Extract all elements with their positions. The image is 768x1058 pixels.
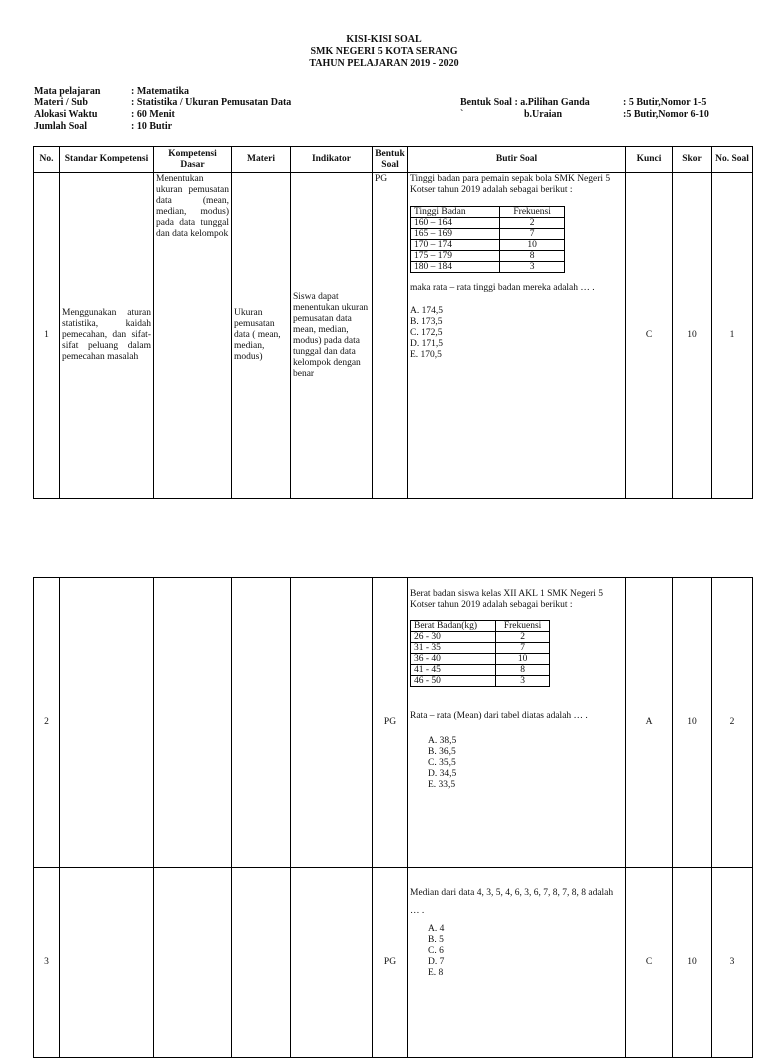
option-item: B. 173,5 <box>410 317 443 327</box>
option-item: C. 35,5 <box>428 758 456 768</box>
table-row <box>34 173 753 499</box>
table-row <box>411 676 550 687</box>
row3-butir-soal <box>408 868 626 1058</box>
row1-col-head-frekuensi: Frekuensi <box>500 207 565 218</box>
row2-class: 46 - 50 <box>411 676 496 687</box>
table-row <box>411 632 550 643</box>
row2-question: Berat badan siswa kelas XII AKL 1 SMK Negeri 5 Kotser tahun 2019 adalah sebagai berikut : <box>410 589 604 610</box>
row2-prompt: Rata – rata (Mean) dari tabel diatas adalah … . <box>410 711 588 721</box>
row2-class: 31 - 35 <box>411 643 496 654</box>
row2-no-soal: 2 <box>712 578 753 868</box>
header-bentuk-soal: Bentuk Soal <box>373 147 408 173</box>
row1-frequency-table <box>410 206 565 273</box>
option-item: A. 4 <box>428 924 445 934</box>
option-item: C. 6 <box>428 946 444 956</box>
table-row <box>411 262 565 273</box>
header-indikator: Indikator <box>291 147 373 173</box>
row1-no-soal: 1 <box>712 173 753 499</box>
row1-class: 160 – 164 <box>411 218 500 229</box>
row2-class: 36 - 40 <box>411 654 496 665</box>
bentuk-mark: ` <box>460 109 464 120</box>
row1-standar-kompetensi: Menggunakan aturan statistika, kaidah pemecahan, dan sifat-sifat peluang dalam pemecahan masalah <box>60 173 154 499</box>
table-row <box>411 251 565 262</box>
row2-freq: 10 <box>496 654 550 665</box>
option-item: B. 5 <box>428 935 444 945</box>
header-kunci: Kunci <box>626 147 673 173</box>
bentuk-soal-label: Bentuk Soal : a.Pilihan Ganda <box>460 97 590 108</box>
row1-skor: 10 <box>673 173 712 499</box>
row2-materi <box>232 578 291 868</box>
row1-freq: 2 <box>500 218 565 229</box>
row2-skor: 10 <box>673 578 712 868</box>
row2-col-head-frekuensi: Frekuensi <box>496 621 550 632</box>
doc-title-line2: SMK NEGERI 5 KOTA SERANG <box>310 46 458 57</box>
table-row <box>411 240 565 251</box>
row1-freq: 8 <box>500 251 565 262</box>
bentuk-b-value: :5 Butir,Nomor 6-10 <box>623 109 709 120</box>
row2-freq: 3 <box>496 676 550 687</box>
row2-no: 2 <box>34 578 60 868</box>
row1-freq: 10 <box>500 240 565 251</box>
row2-freq: 7 <box>496 643 550 654</box>
table-row <box>34 578 753 868</box>
doc-title-line3: TAHUN PELAJARAN 2019 - 2020 <box>309 58 459 69</box>
option-item: E. 8 <box>428 968 444 978</box>
header-kompetensi-dasar: Kompetensi Dasar <box>154 147 232 173</box>
option-item: E. 33,5 <box>428 780 456 790</box>
kisi-table-page1 <box>33 146 753 499</box>
row2-class: 26 - 30 <box>411 632 496 643</box>
row2-butir-soal <box>408 578 626 868</box>
kisi-table-page2 <box>33 577 753 1058</box>
option-item: D. 34,5 <box>428 769 457 779</box>
row1-kompetensi-dasar: Menentukan ukuran pemusatan data (mean, median, modus) pada data tunggal dan data kelompok <box>154 173 232 499</box>
row1-freq: 7 <box>500 229 565 240</box>
row2-kunci: A <box>626 578 673 868</box>
row1-butir-soal <box>408 173 626 499</box>
row1-indikator: Siswa dapat menentukan ukuran pemusatan data mean, median, modus) pada data tunggal dan data kelompok dengan benar <box>291 173 373 499</box>
row2-class: 41 - 45 <box>411 665 496 676</box>
row3-standar-kompetensi <box>60 868 154 1058</box>
header-materi: Materi <box>232 147 291 173</box>
mapel-value: : Matematika <box>131 86 190 97</box>
row1-bentuk-soal: PG <box>373 173 408 499</box>
row1-materi: Ukuran pemusatan data ( mean, median, modus) <box>232 173 291 499</box>
row3-materi <box>232 868 291 1058</box>
option-item: D. 7 <box>428 957 445 967</box>
bentuk-a-value: : 5 Butir,Nomor 1-5 <box>623 97 707 108</box>
row2-freq: 2 <box>496 632 550 643</box>
row2-options <box>410 736 623 791</box>
jumlah-label: Jumlah Soal <box>34 121 88 132</box>
row3-no-soal: 3 <box>712 868 753 1058</box>
bentuk-b-label: b.Uraian <box>524 109 563 120</box>
header-skor: Skor <box>673 147 712 173</box>
mapel-label: Mata pelajaran <box>34 86 101 97</box>
table-row <box>411 654 550 665</box>
row1-kunci: C <box>626 173 673 499</box>
row3-options <box>410 924 623 979</box>
row2-freq: 8 <box>496 665 550 676</box>
row3-bentuk-soal: PG <box>373 868 408 1058</box>
row1-class: 170 – 174 <box>411 240 500 251</box>
jumlah-value: : 10 Butir <box>131 121 173 132</box>
option-item: A. 174,5 <box>410 306 443 316</box>
row3-skor: 10 <box>673 868 712 1058</box>
row2-indikator <box>291 578 373 868</box>
table-row <box>411 229 565 240</box>
row1-class: 165 – 169 <box>411 229 500 240</box>
option-item: B. 36,5 <box>428 747 456 757</box>
header-no-soal: No. Soal <box>712 147 753 173</box>
row1-class: 175 – 179 <box>411 251 500 262</box>
row2-bentuk-soal: PG <box>373 578 408 868</box>
row1-freq: 3 <box>500 262 565 273</box>
table-row <box>34 868 753 1058</box>
row1-no: 1 <box>34 173 60 499</box>
row2-kompetensi-dasar <box>154 578 232 868</box>
row3-no: 3 <box>34 868 60 1058</box>
row2-col-head-berat: Berat Badan(kg) <box>411 621 496 632</box>
doc-title-line1: KISI-KISI SOAL <box>346 34 422 45</box>
row3-kompetensi-dasar <box>154 868 232 1058</box>
row1-prompt: maka rata – rata tinggi badan mereka adalah … . <box>410 283 595 293</box>
materi-label: Materi / Sub <box>34 97 88 108</box>
alokasi-label: Alokasi Waktu <box>34 109 98 120</box>
header-standar-kompetensi: Standar Kompetensi <box>60 147 154 173</box>
table-row <box>411 643 550 654</box>
materi-value: : Statistika / Ukuran Pemusatan Data <box>131 97 292 108</box>
header-no: No. <box>34 147 60 173</box>
row3-kunci: C <box>626 868 673 1058</box>
row2-standar-kompetensi <box>60 578 154 868</box>
row3-indikator <box>291 868 373 1058</box>
row1-question: Tinggi badan para pemain sepak bola SMK Negeri 5 Kotser tahun 2019 adalah sebagai berikut : <box>410 174 611 195</box>
option-item: D. 171,5 <box>410 339 443 349</box>
option-item: C. 172,5 <box>410 328 443 338</box>
option-item: A. 38,5 <box>428 736 457 746</box>
table-row <box>411 218 565 229</box>
row2-frequency-table <box>410 620 550 687</box>
header-butir-soal: Butir Soal <box>408 147 626 173</box>
option-item: E. 170,5 <box>410 350 442 360</box>
alokasi-value: : 60 Menit <box>131 109 175 120</box>
row1-col-head-tinggi: Tinggi Badan <box>411 207 500 218</box>
row1-options <box>410 306 623 361</box>
table-row <box>411 665 550 676</box>
row3-question: Median dari data 4, 3, 5, 4, 6, 3, 6, 7, 8, 7, 8, 8 adalah … . <box>410 888 614 916</box>
row1-class: 180 – 184 <box>411 262 500 273</box>
